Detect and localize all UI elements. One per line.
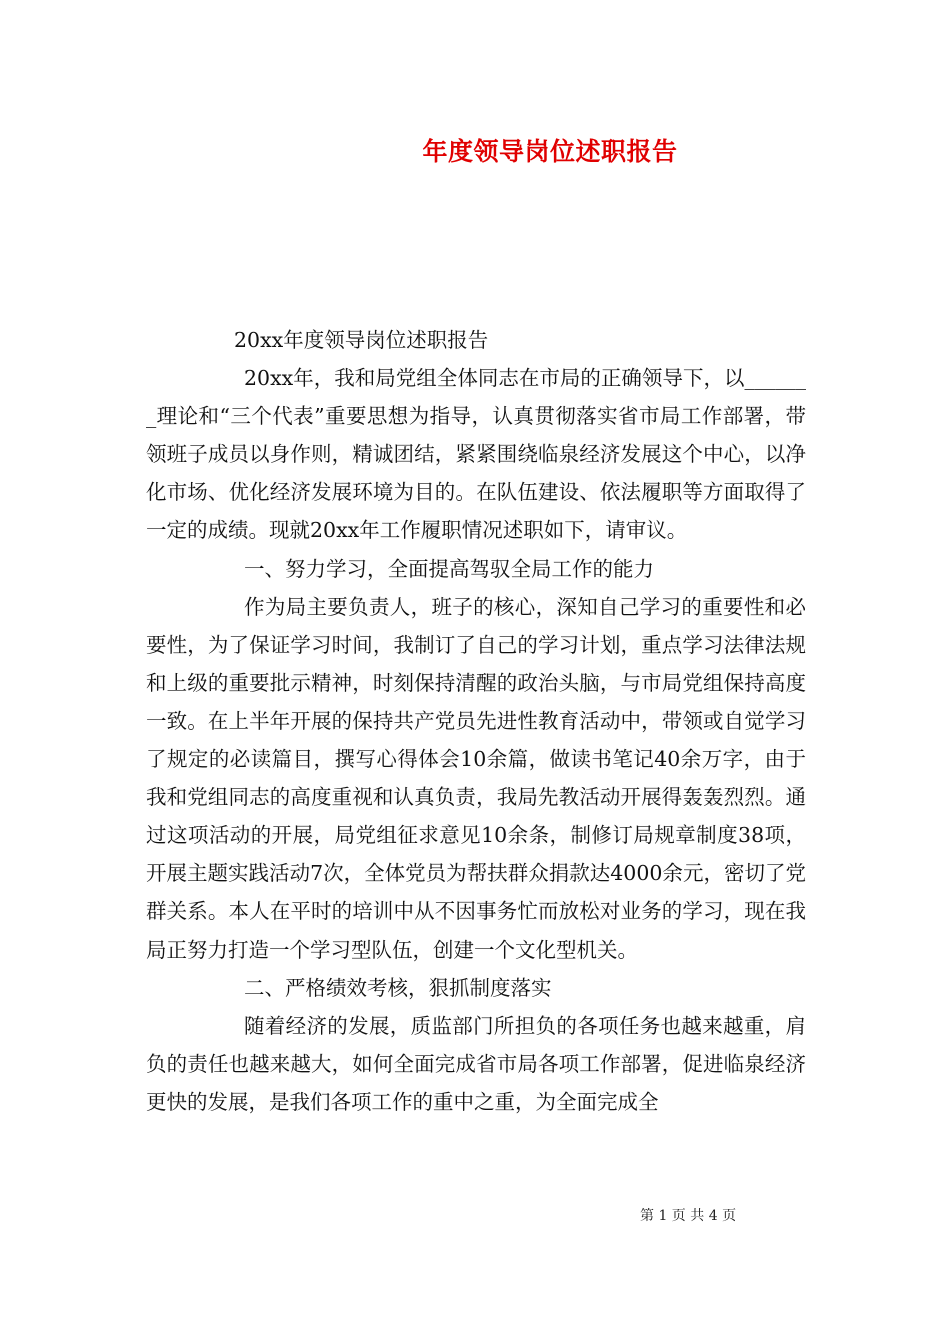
document-body xyxy=(146,321,806,1121)
paragraph-intro: 20xx年，我和局党组全体同志在市局的正确领导下，以_______理论和“三个代表”重要思想为指导，认真贯彻落实省市局工作部署，带领班子成员以身作则，精诚团结，紧紧围绕临泉经济发展这个中心，以净化市场、优化经济发展环境为目的。在队伍建设、依法履职等方面取得了一定的成绩。现就20xx年工作履职情况述职如下，请审议。 xyxy=(146,366,806,543)
paragraph-section-1: 作为局主要负责人，班子的核心，深知自己学习的重要性和必要性，为了保证学习时间，我制订了自己的学习计划，重点学习法律法规和上级的重要批示精神，时刻保持清醒的政治头脑，与市局党组保持高度一致。在上半年开展的保持共产党员先进性教育活动中，带领或自觉学习了规定的必读篇目，撰写心得体会10余篇，做读书笔记40余万字，由于我和党组同志的高度重视和认真负责，我局先教活动开展得轰轰烈烈。通过这项活动的开展，局党组征求意见10余条，制修订局规章制度38项，开展主题实践活动7次，全体党员为帮扶群众捐款达4000余元，密切了党群关系。本人在平时的培训中从不因事务忙而放松对业务的学习，现在我局正努力打造一个学习型队伍，创建一个文化型机关。 xyxy=(146,594,806,962)
document-title: 年度领导岗位述职报告 xyxy=(422,137,678,166)
page-number-footer: 第 1 页 共 4 页 xyxy=(640,1208,737,1224)
report-subtitle: 20xx年度领导岗位述职报告 xyxy=(234,328,489,352)
paragraph-section-2: 随着经济的发展，质监部门所担负的各项任务也越来越重，肩负的责任也越来越大，如何全面完成省市局各项工作部署，促进临泉经济更快的发展，是我们各项工作的重中之重，为全面完成全 xyxy=(146,1013,806,1114)
section-heading-1: 一、努力学习，全面提高驾驭全局工作的能力 xyxy=(244,556,654,581)
section-heading-2: 二、严格绩效考核，狠抓制度落实 xyxy=(244,975,552,1000)
